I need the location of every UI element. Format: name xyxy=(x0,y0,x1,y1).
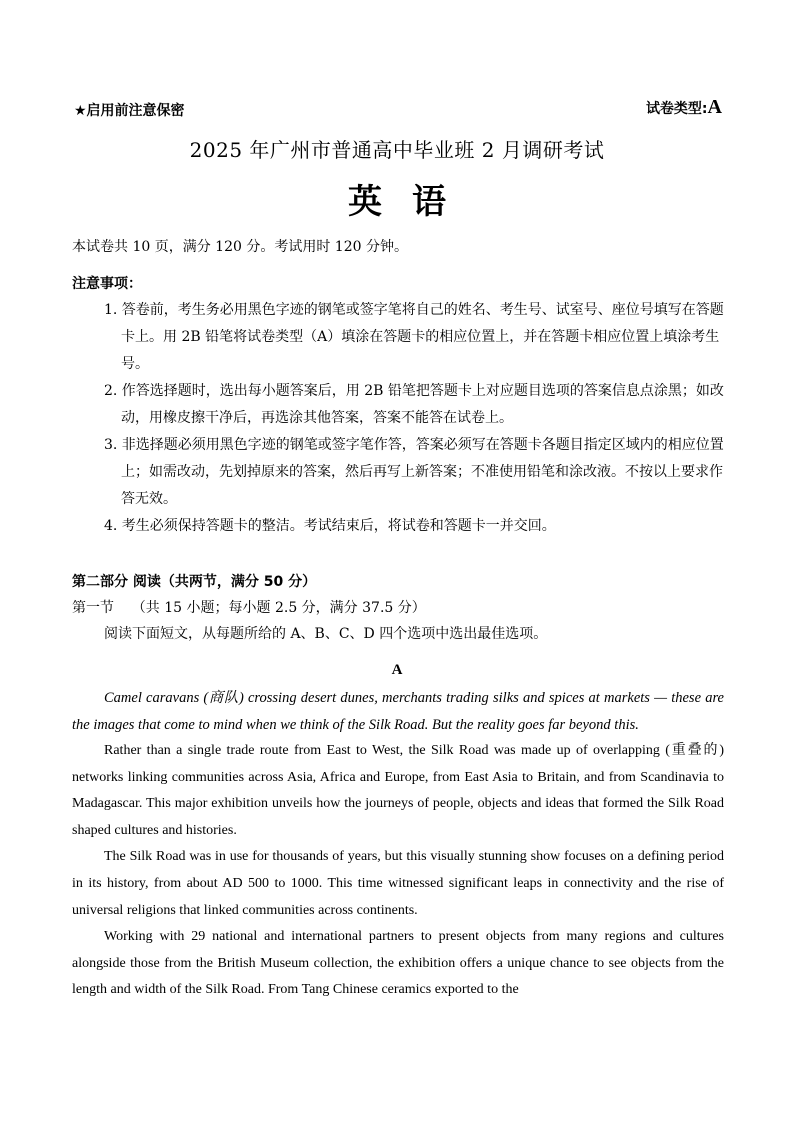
passage-body xyxy=(72,685,724,1004)
passage-paragraph: Camel caravans (商队) crossing desert dunes, merchants trading silks and spices at markets — these are the images that come to mind when we think of the Silk Road. But the reality goes far beyond this. xyxy=(72,690,724,733)
passage-paragraph: Rather than a single trade route from East to West, the Silk Road was made up of overlapping (重叠的) networks linking communities across Asia, Africa and Europe, from East Asia to Britain, and from Scandinavia to Madagascar. This major exhibition unveils how the journeys of people, objects and ideas that formed the Silk Road shaped cultures and histories. xyxy=(72,743,724,838)
subsection-heading: 第一节 （共 15 小题；每小题 2.5 分，满分 37.5 分） xyxy=(72,600,426,616)
confidential-notice: ★启用前注意保密 xyxy=(74,103,185,119)
notes-heading: 注意事项： xyxy=(72,276,142,292)
notes-item: 2. 作答选择题时，选出每小题答案后，用 2B 铅笔把答题卡上对应题目选项的答案信息点涂黑；如改动，用橡皮擦干净后，再选涂其他答案，答案不能答在试卷上。 xyxy=(104,383,724,426)
paper-type xyxy=(646,96,722,119)
passage-paragraph: Working with 29 national and international partners to present objects from many regions and cultures alongside those from the British Museum collection, the exhibition offers a unique chance to see objects from the length and width of the Silk Road. From Tang Chinese ceramics exported to the xyxy=(72,929,724,998)
header-row xyxy=(74,96,722,122)
passage-label: A xyxy=(391,662,403,678)
exam-intro: 本试卷共 10 页，满分 120 分。考试用时 120 分钟。 xyxy=(72,239,408,255)
notes-item: 4. 考生必须保持答题卡的整洁。考试结束后，将试卷和答题卡一并交回。 xyxy=(104,518,556,534)
section-heading: 第二部分 阅读（共两节，满分 50 分） xyxy=(72,574,317,590)
paper-type-letter: A xyxy=(707,96,722,118)
notes-item: 3. 非选择题必须用黑色字迹的钢笔或签字笔作答，答案必须写在答题卡各题目指定区域内的相应位置上；如需改动，先划掉原来的答案，然后再写上新答案；不准使用铅笔和涂改液。不按以上要求作答无效。 xyxy=(104,437,724,507)
notes-item: 1. 答卷前，考生务必用黑色字迹的钢笔或签字笔将自己的姓名、考生号、试室号、座位号填写在答题卡上。用 2B 铅笔将试卷类型（A）填涂在答题卡的相应位置上，并在答题卡相应位置上填涂考生号。 xyxy=(104,302,724,372)
notes-list xyxy=(104,297,724,540)
section-instruction: 阅读下面短文，从每题所给的 A、B、C、D 四个选项中选出最佳选项。 xyxy=(104,626,548,642)
exam-title: 2025 年广州市普通高中毕业班 2 月调研考试 xyxy=(189,138,605,162)
paper-type-label: 试卷类型: xyxy=(645,101,708,117)
passage-paragraph: The Silk Road was in use for thousands of years, but this visually stunning show focuses on a defining period in its history, from about AD 500 to 1000. This time witnessed significant leaps in connectivity and the rise of universal religions that linked communities across continents. xyxy=(72,849,724,918)
subject-title: 英语 xyxy=(348,182,476,222)
